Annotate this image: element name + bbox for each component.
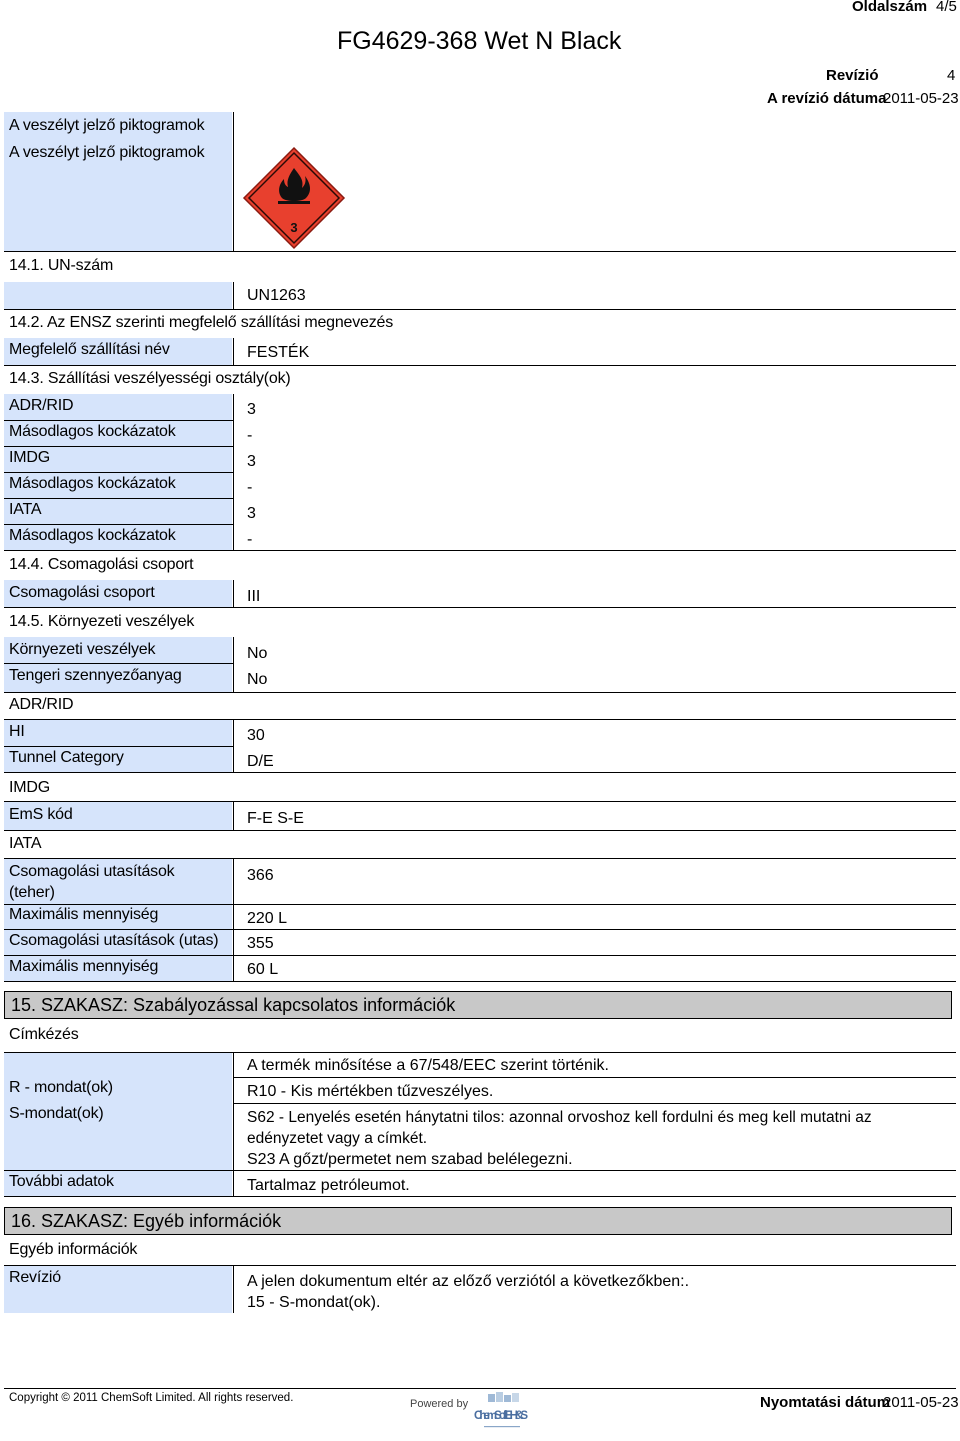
pictogram-heading: A veszélyt jelző piktogramok bbox=[9, 117, 205, 134]
cargo-max-value: 220 L bbox=[247, 910, 288, 927]
divider bbox=[233, 282, 234, 310]
section-15-title: 15. SZAKASZ: Szabályozással kapcsolatos információk bbox=[11, 995, 456, 1015]
rule bbox=[4, 692, 956, 693]
rule bbox=[4, 663, 234, 664]
class-row-value: - bbox=[247, 479, 253, 496]
ems-label: EmS kód bbox=[9, 806, 73, 823]
divider bbox=[233, 802, 234, 830]
un-value: UN1263 bbox=[247, 287, 306, 304]
rule bbox=[4, 858, 956, 859]
cargo-pi-label-cont: (teher) bbox=[9, 884, 55, 901]
rule bbox=[4, 801, 956, 802]
pass-pi-value: 355 bbox=[247, 935, 274, 952]
env-label: Környezeti veszélyek bbox=[9, 641, 156, 658]
name-value: FESTÉK bbox=[247, 344, 310, 361]
class-row-value: 3 bbox=[247, 401, 256, 418]
rule bbox=[4, 446, 234, 447]
rule bbox=[4, 365, 956, 366]
print-date-label: Nyomtatási dátum bbox=[760, 1394, 891, 1411]
class-row-value: 3 bbox=[247, 505, 256, 522]
class-row-label: ADR/RID bbox=[9, 397, 74, 414]
rule bbox=[4, 1196, 956, 1197]
pass-pi-label: Csomagolási utasítások (utas) bbox=[9, 932, 219, 949]
divider bbox=[233, 1052, 234, 1196]
rule bbox=[4, 472, 234, 473]
revision-info-text: A jelen dokumentum eltér az előző verziótól a következőkben:. bbox=[247, 1273, 690, 1290]
hi-label: HI bbox=[9, 723, 25, 740]
class-row-label: IMDG bbox=[9, 449, 50, 466]
extra-info-value: Tartalmaz petróleumot. bbox=[247, 1177, 410, 1194]
hazard-diamond-icon bbox=[242, 146, 346, 250]
powered-by: Powered by bbox=[410, 1398, 469, 1410]
logo-text: ChemSoft EH&S bbox=[474, 1410, 528, 1422]
packing-label: Csomagolási csoport bbox=[9, 584, 155, 601]
pictogram-class-number: 3 bbox=[290, 220, 298, 235]
tunnel-label: Tunnel Category bbox=[9, 749, 124, 766]
rule bbox=[4, 904, 956, 905]
iata-heading: IATA bbox=[9, 835, 42, 852]
rule bbox=[4, 524, 234, 525]
pictogram-label: A veszélyt jelző piktogramok bbox=[9, 144, 205, 161]
revision-date-label: A revízió dátuma bbox=[767, 90, 887, 107]
divider bbox=[233, 112, 234, 252]
class-row-value: - bbox=[247, 531, 253, 548]
divider bbox=[233, 580, 234, 608]
chemsoft-logo bbox=[474, 1392, 530, 1436]
packing-value: III bbox=[247, 588, 261, 605]
cargo-pi-value: 366 bbox=[247, 867, 274, 884]
revision-value: 4 bbox=[947, 67, 956, 84]
rule bbox=[4, 498, 234, 499]
ems-value: F-E S-E bbox=[247, 810, 304, 827]
rule bbox=[4, 309, 956, 310]
packing-heading: 14.4. Csomagolási csoport bbox=[9, 556, 194, 573]
class-row-label: Másodlagos kockázatok bbox=[9, 475, 176, 492]
rule bbox=[234, 1077, 956, 1078]
rule bbox=[4, 607, 956, 608]
un-band bbox=[4, 282, 232, 310]
cargo-max-label: Maximális mennyiség bbox=[9, 906, 159, 923]
rule bbox=[4, 1265, 956, 1266]
divider bbox=[233, 1265, 234, 1313]
rule bbox=[4, 1052, 956, 1053]
class-row-value: 3 bbox=[247, 453, 256, 470]
adr-heading: ADR/RID bbox=[9, 696, 74, 713]
s-phrase-s23: S23 A gőzt/permetet nem szabad belélegezni. bbox=[247, 1151, 573, 1168]
imdg-heading: IMDG bbox=[9, 779, 50, 796]
divider bbox=[233, 859, 234, 981]
rule bbox=[4, 550, 956, 551]
class-row-label: Másodlagos kockázatok bbox=[9, 423, 176, 440]
product-title: FG4629-368 Wet N Black bbox=[337, 27, 622, 55]
s-phrase-s62: S62 - Lenyelés esetén hánytatni tilos: azonnal orvoshoz kell fordulni és meg kell mutatni az edényzetet vagy a címkét. bbox=[247, 1109, 872, 1147]
name-label: Megfelelő szállítási név bbox=[9, 341, 170, 358]
name-heading: 14.2. Az ENSZ szerinti megfelelő szállítási megnevezés bbox=[9, 314, 394, 331]
rule bbox=[4, 1170, 956, 1171]
un-heading: 14.1. UN-szám bbox=[9, 257, 114, 274]
env-heading: 14.5. Környezeti veszélyek bbox=[9, 613, 195, 630]
footer-rule bbox=[4, 1388, 956, 1389]
pass-max-label: Maximális mennyiség bbox=[9, 958, 159, 975]
divider bbox=[233, 338, 234, 366]
class-row-label: Másodlagos kockázatok bbox=[9, 527, 176, 544]
rule bbox=[4, 719, 956, 720]
rule bbox=[4, 420, 234, 421]
copyright: Copyright © 2011 ChemSoft Limited. All rights reserved. bbox=[9, 1392, 294, 1404]
section-16-title: 16. SZAKASZ: Egyéb információk bbox=[11, 1211, 282, 1231]
tunnel-value: D/E bbox=[247, 753, 274, 770]
r-phrases-value: R10 - Kis mértékben tűzveszélyes. bbox=[247, 1083, 494, 1100]
class-heading: 14.3. Szállítási veszélyességi osztály(ok) bbox=[9, 370, 291, 387]
divider bbox=[233, 637, 234, 693]
hi-value: 30 bbox=[247, 727, 265, 744]
class-row-label: IATA bbox=[9, 501, 42, 518]
rule bbox=[4, 955, 956, 956]
revision-info-change: 15 - S-mondat(ok). bbox=[247, 1294, 381, 1311]
rule bbox=[4, 746, 234, 747]
rule bbox=[4, 981, 956, 982]
section-15-header bbox=[4, 991, 952, 1019]
class-row-value: - bbox=[247, 427, 253, 444]
revision-info-label: Revízió bbox=[9, 1269, 61, 1286]
page-number-value: 4/5 bbox=[936, 0, 957, 15]
rule bbox=[234, 1103, 956, 1104]
rule bbox=[4, 830, 956, 831]
marine-value: No bbox=[247, 671, 268, 688]
rule bbox=[4, 929, 956, 930]
pass-max-value: 60 L bbox=[247, 961, 279, 978]
s-phrases-label: S-mondat(ok) bbox=[9, 1105, 104, 1122]
other-info-heading: Egyéb információk bbox=[9, 1241, 138, 1258]
section-16-header bbox=[4, 1207, 952, 1235]
revision-date-value: 2011-05-23 bbox=[883, 90, 959, 107]
env-value: No bbox=[247, 645, 268, 662]
rule bbox=[4, 251, 956, 252]
marine-label: Tengeri szennyezőanyag bbox=[9, 667, 182, 684]
cargo-pi-label: Csomagolási utasítások bbox=[9, 863, 175, 880]
r-phrases-label: R - mondat(ok) bbox=[9, 1079, 113, 1096]
extra-info-label: További adatok bbox=[9, 1173, 114, 1190]
revision-label: Revízió bbox=[826, 67, 879, 84]
page-number-label: Oldalszám bbox=[852, 0, 928, 15]
rule bbox=[4, 772, 956, 773]
classification-text: A termék minősítése a 67/548/EEC szerint történik. bbox=[247, 1057, 609, 1074]
labeling-heading: Címkézés bbox=[9, 1026, 79, 1043]
print-date-value: 2011-05-23 bbox=[883, 1394, 959, 1411]
